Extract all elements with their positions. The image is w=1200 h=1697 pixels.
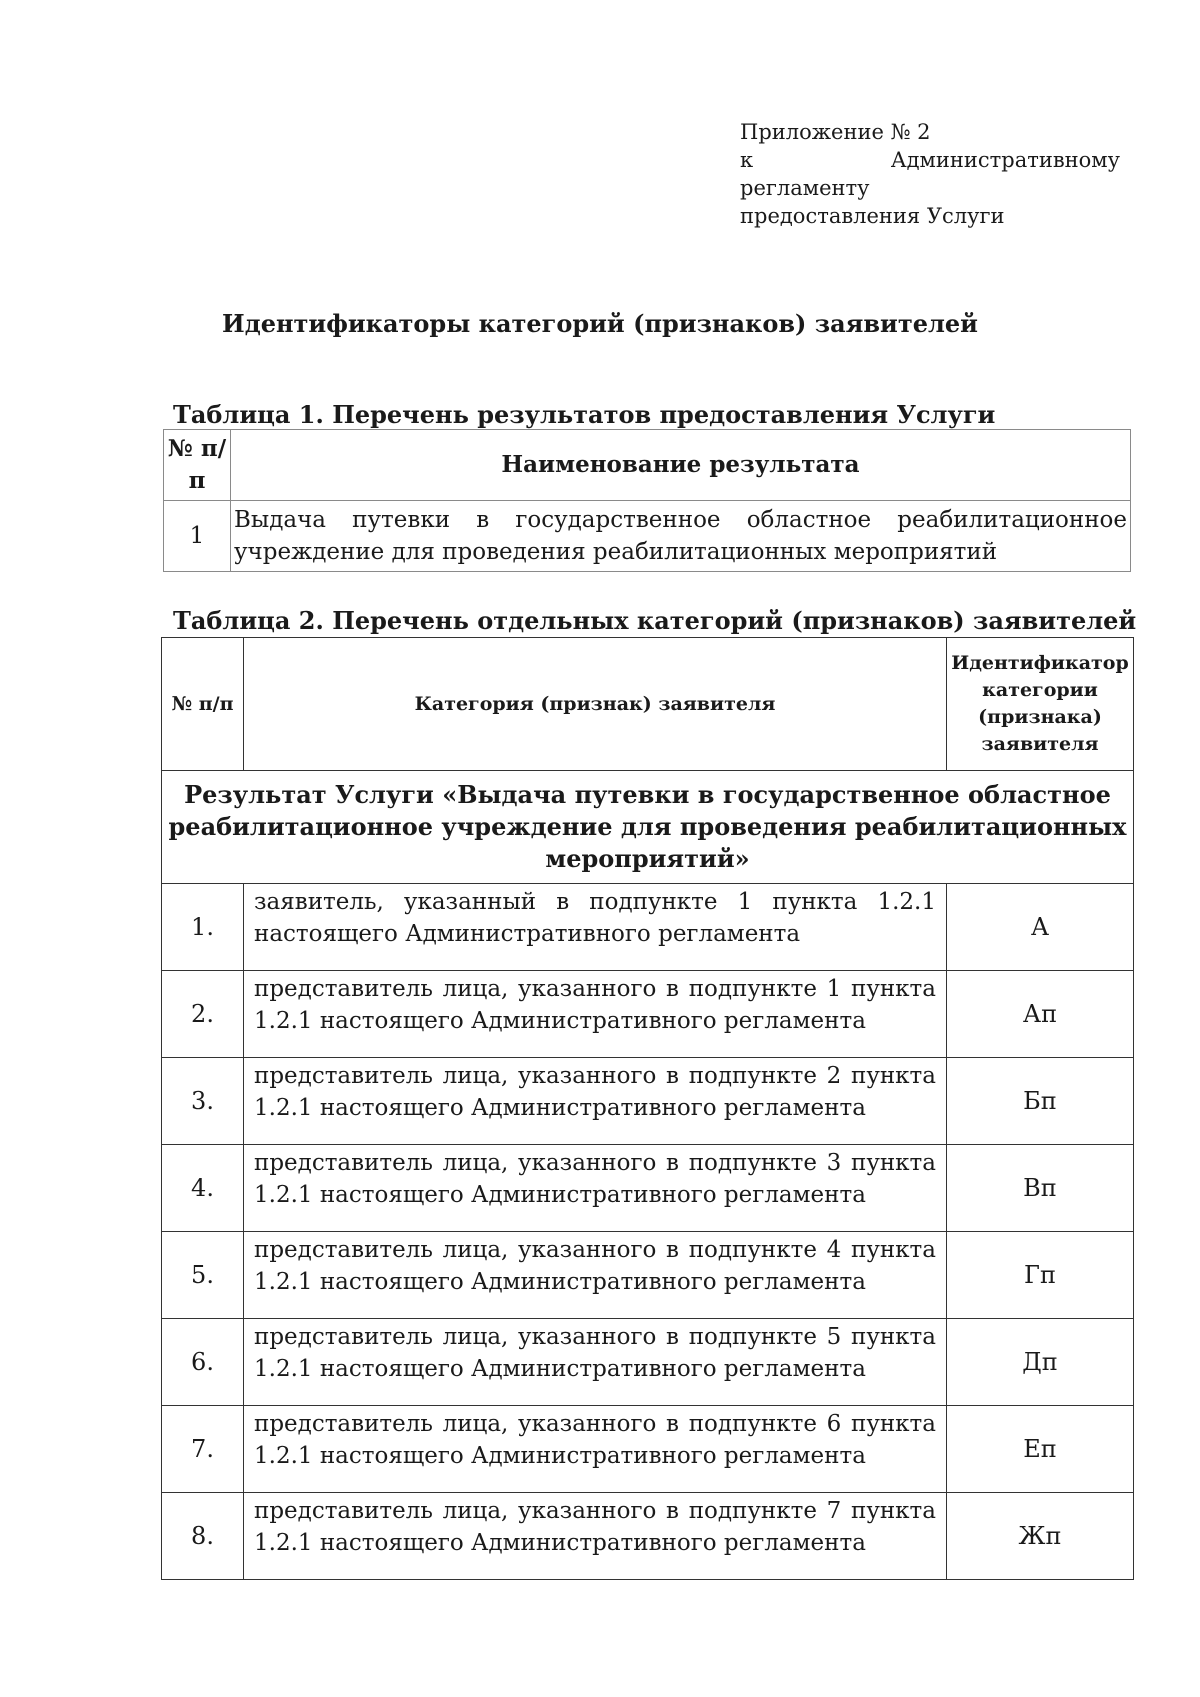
- row-number: 1.: [162, 884, 244, 971]
- row-result-text: Выдача путевки в государственное областное реабилитационное учреждение для проведения реабилитационных мероприятий: [231, 501, 1131, 572]
- row-identifier: А: [947, 884, 1134, 971]
- row-category: представитель лица, указанного в подпункте 5 пункта 1.2.1 настоящего Административного регламента: [244, 1319, 947, 1406]
- row-category: представитель лица, указанного в подпункте 6 пункта 1.2.1 настоящего Административного регламента: [244, 1406, 947, 1493]
- row-identifier: Гп: [947, 1232, 1134, 1319]
- header-category: Категория (признак) заявителя: [244, 638, 947, 771]
- row-category: представитель лица, указанного в подпункте 3 пункта 1.2.1 настоящего Административного регламента: [244, 1145, 947, 1232]
- row-number: 4.: [162, 1145, 244, 1232]
- row-category: заявитель, указанный в подпункте 1 пункта 1.2.1 настоящего Административного регламента: [244, 884, 947, 971]
- results-table: [163, 429, 1131, 572]
- appendix-line-3: предоставления Услуги: [740, 204, 1005, 228]
- row-number: 2.: [162, 971, 244, 1058]
- header-number: № п/п: [164, 430, 231, 501]
- row-number: 1: [164, 501, 231, 572]
- row-identifier: Бп: [947, 1058, 1134, 1145]
- table-1-caption: Таблица 1. Перечень результатов предоставления Услуги: [173, 400, 996, 429]
- row-number: 3.: [162, 1058, 244, 1145]
- table-2-caption: Таблица 2. Перечень отдельных категорий (признаков) заявителей: [173, 606, 1137, 635]
- table-row: [162, 1232, 1134, 1319]
- table-row: [162, 1493, 1134, 1580]
- header-result-name: Наименование результата: [231, 430, 1131, 501]
- row-category: представитель лица, указанного в подпункте 7 пункта 1.2.1 настоящего Административного регламента: [244, 1493, 947, 1580]
- row-category: представитель лица, указанного в подпункте 1 пункта 1.2.1 настоящего Административного регламента: [244, 971, 947, 1058]
- table-row: [162, 971, 1134, 1058]
- row-number: 8.: [162, 1493, 244, 1580]
- header-number: № п/п: [162, 638, 244, 771]
- table-row: [162, 1406, 1134, 1493]
- table-row: [162, 1058, 1134, 1145]
- appendix-line-1: Приложение № 2: [740, 120, 931, 144]
- appendix-note: [740, 118, 1120, 230]
- row-identifier: Ап: [947, 971, 1134, 1058]
- row-identifier: Жп: [947, 1493, 1134, 1580]
- appendix-line-2: к Административному регламенту: [740, 148, 1120, 200]
- categories-table: [161, 637, 1134, 1580]
- table-header-row: [164, 430, 1131, 501]
- result-heading: Результат Услуги «Выдача путевки в государственное областное реабилитационное учреждение для проведения реабилитационных мероприятий»: [162, 771, 1134, 884]
- row-identifier: Еп: [947, 1406, 1134, 1493]
- row-identifier: Дп: [947, 1319, 1134, 1406]
- row-number: 7.: [162, 1406, 244, 1493]
- table-row: [162, 1319, 1134, 1406]
- row-category: представитель лица, указанного в подпункте 4 пункта 1.2.1 настоящего Административного регламента: [244, 1232, 947, 1319]
- table-header-row: [162, 638, 1134, 771]
- header-identifier: Идентификатор категории (признака) заявителя: [947, 638, 1134, 771]
- table-row: [162, 884, 1134, 971]
- result-heading-row: [162, 771, 1134, 884]
- row-number: 6.: [162, 1319, 244, 1406]
- table-row: [164, 501, 1131, 572]
- table-row: [162, 1145, 1134, 1232]
- row-identifier: Вп: [947, 1145, 1134, 1232]
- row-number: 5.: [162, 1232, 244, 1319]
- row-category: представитель лица, указанного в подпункте 2 пункта 1.2.1 настоящего Административного регламента: [244, 1058, 947, 1145]
- document-title: Идентификаторы категорий (признаков) заявителей: [222, 309, 978, 338]
